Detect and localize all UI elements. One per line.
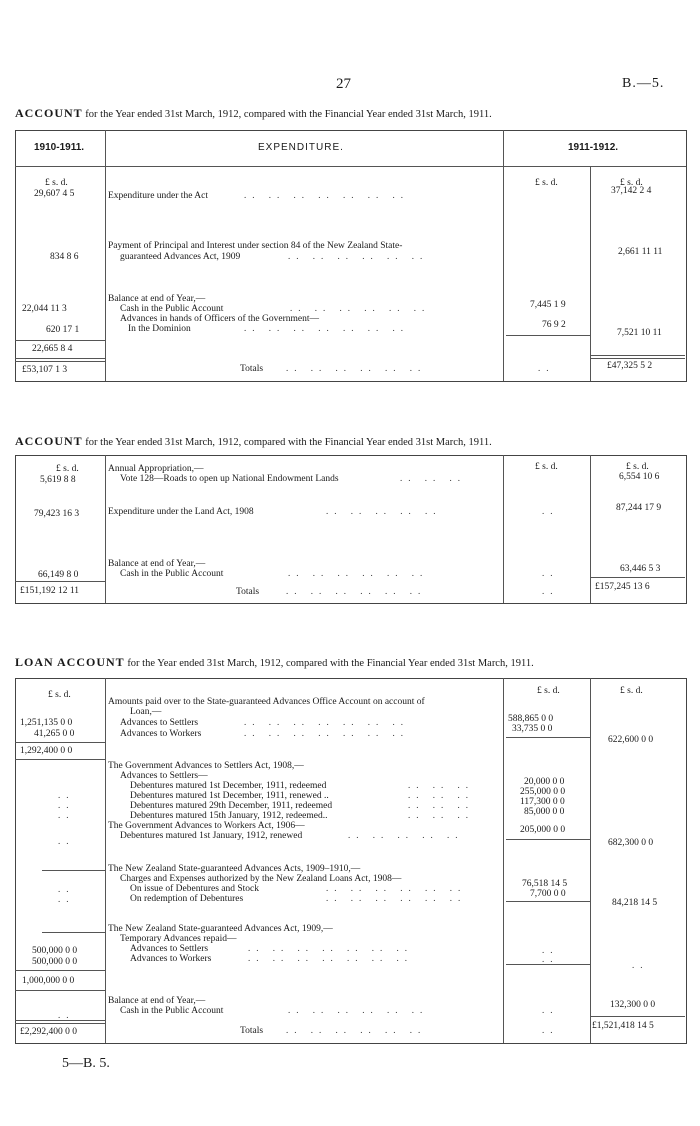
currency-header: £ s. d. <box>48 690 71 700</box>
r3-val: 63,446 5 3 <box>620 564 661 574</box>
currency-header: £ s. d. <box>535 462 558 472</box>
loan-account-heading <box>15 655 534 670</box>
heading-bold: ACCOUNT <box>15 434 83 448</box>
a-label2: Loan,— <box>130 707 162 717</box>
a1-prev: 1,251,135 0 0 <box>20 718 73 728</box>
a-prev-total: 1,292,400 0 0 <box>20 746 73 756</box>
b5-label: The Government Advances to Workers Act, 1906— <box>108 821 305 831</box>
currency-header: £ s. d. <box>45 178 68 188</box>
r2-prev: 79,423 16 3 <box>34 509 80 519</box>
total-label: Totals <box>240 364 264 374</box>
r1-val: 6,554 10 6 <box>619 472 660 482</box>
r1-prev: 5,619 8 8 <box>40 475 76 485</box>
page-number: 27 <box>336 76 351 92</box>
e-val: 132,300 0 0 <box>610 1000 656 1010</box>
a2-prev: 41,265 0 0 <box>34 729 75 739</box>
c1-label: On issue of Debentures and Stock <box>130 884 260 894</box>
r3-prev: 66,149 8 0 <box>38 570 79 580</box>
d1-label: Advances to Settlers <box>130 944 209 954</box>
col-header-expenditure: EXPENDITURE. <box>258 142 344 153</box>
r3-prev-total: 22,665 8 4 <box>32 344 73 354</box>
b6-label: Debentures matured 1st January, 1912, renewed <box>120 831 303 841</box>
page-footer: 5—B. 5. <box>62 1056 110 1071</box>
r3-label2: Cash in the Public Account <box>120 569 224 579</box>
c-val: 84,218 14 5 <box>612 898 658 908</box>
b3-sub: 117,300 0 0 <box>520 797 565 807</box>
total-label: Totals <box>236 587 260 597</box>
e-label2: Cash in the Public Account <box>120 1006 224 1016</box>
b1-label: Debentures matured 1st December, 1911, redeemed <box>130 781 327 791</box>
d2-label: Advances to Workers <box>130 954 212 964</box>
r3a-prev: 22,044 11 3 <box>22 304 67 314</box>
b2-label: Debentures matured 1st December, 1911, renewed .. <box>130 791 329 801</box>
currency-header: £ s. d. <box>620 686 643 696</box>
total-label: Totals <box>240 1026 264 1036</box>
b4-sub: 85,000 0 0 <box>524 807 565 817</box>
page-reference: B.—5. <box>622 76 665 91</box>
heading-text: for the Year ended 31st March, 1912, compared with the Financial Year ended 31st March, 1911. <box>85 437 492 448</box>
r2-label2: guaranteed Advances Act, 1909 <box>120 252 241 262</box>
d-label: The New Zealand State-guaranteed Advances Act, 1909,— <box>108 924 333 934</box>
d-sub-label: Temporary Advances repaid— <box>120 934 237 944</box>
e-label1: Balance at end of Year,— <box>108 996 206 1006</box>
r1-prev: 29,607 4 5 <box>34 189 75 199</box>
total-prev: £151,192 12 11 <box>20 586 80 596</box>
b-val: 682,300 0 0 <box>608 838 654 848</box>
currency-header: £ s. d. <box>626 462 649 472</box>
b6-sub: 205,000 0 0 <box>520 825 566 835</box>
b4-label: Debentures matured 15th January, 1912, redeemed.. <box>130 811 328 821</box>
r1-label: Expenditure under the Act <box>108 191 208 201</box>
r3-label: Balance at end of Year,— <box>108 294 206 304</box>
currency-header: £ s. d. <box>535 178 558 188</box>
b-sub-label: Advances to Settlers— <box>120 771 208 781</box>
c-label2: Charges and Expenses authorized by the New Zealand Loans Act, 1908— <box>120 874 402 884</box>
a-val: 622,600 0 0 <box>608 735 654 745</box>
a-label1: Amounts paid over to the State-guaranteed Advances Office Account on account of <box>108 697 425 707</box>
r3a-sub: 7,445 1 9 <box>530 300 566 310</box>
r2-label1: Payment of Principal and Interest under section 84 of the New Zealand State- <box>108 241 403 251</box>
total-val: £47,325 5 2 <box>607 361 653 371</box>
d2-prev: 500,000 0 0 <box>32 957 78 967</box>
d-prev-total: 1,000,000 0 0 <box>22 976 75 986</box>
r1-val: 37,142 2 4 <box>611 186 652 196</box>
b3-label: Debentures matured 29th December, 1911, redeemed <box>130 801 333 811</box>
c2-label: On redemption of Debentures <box>130 894 244 904</box>
a1-sub: 588,865 0 0 <box>508 714 554 724</box>
a1-label: Advances to Settlers <box>120 718 199 728</box>
r3b-label2: In the Dominion <box>128 324 191 334</box>
heading-text: for the Year ended 31st March, 1912, compared with the Financial Year ended 31st March, 1911. <box>85 109 492 120</box>
r2-val: 2,661 11 11 <box>618 247 663 257</box>
total-prev: £2,292,400 0 0 <box>20 1027 77 1037</box>
r3-val: 7,521 10 11 <box>617 328 662 338</box>
heading-bold: ACCOUNT <box>15 106 83 120</box>
r3b-label1: Advances in hands of Officers of the Government— <box>120 314 320 324</box>
d1-prev: 500,000 0 0 <box>32 946 78 956</box>
total-prev: £53,107 1 3 <box>22 365 68 375</box>
account-heading-1 <box>15 106 492 121</box>
col-header-prev: 1910-1911. <box>34 142 85 153</box>
c2-sub: 7,700 0 0 <box>530 889 566 899</box>
currency-header: £ s. d. <box>56 464 79 474</box>
account-heading-2 <box>15 434 492 449</box>
col-header-cur: 1911-1912. <box>568 142 619 153</box>
b1-sub: 20,000 0 0 <box>524 777 565 787</box>
c1-sub: 76,518 14 5 <box>522 879 568 889</box>
a2-label: Advances to Workers <box>120 729 202 739</box>
r2-prev: 834 8 6 <box>50 252 79 262</box>
heading-bold: LOAN ACCOUNT <box>15 655 125 669</box>
r1-label2: Vote 128—Roads to open up National Endowment Lands <box>120 474 339 484</box>
total-val: £157,245 13 6 <box>595 582 650 592</box>
b-label: The Government Advances to Settlers Act, 1908,— <box>108 761 304 771</box>
r3-label1: Balance at end of Year,— <box>108 559 206 569</box>
r2-val: 87,244 17 9 <box>616 503 662 513</box>
r3b-prev: 620 17 1 <box>46 325 80 335</box>
a2-sub: 33,735 0 0 <box>512 724 553 734</box>
heading-text: for the Year ended 31st March, 1912, compared with the Financial Year ended 31st March, 1911. <box>127 658 534 669</box>
currency-header: £ s. d. <box>537 686 560 696</box>
total-val: £1,521,418 14 5 <box>592 1021 654 1031</box>
c-label1: The New Zealand State-guaranteed Advances Acts, 1909–1910,— <box>108 864 361 874</box>
r1-label1: Annual Appropriation,— <box>108 464 204 474</box>
b2-sub: 255,000 0 0 <box>520 787 566 797</box>
currency-header: £ s. d. <box>620 178 643 188</box>
r3a-label: Cash in the Public Account <box>120 304 224 314</box>
r3b-sub: 76 9 2 <box>542 320 566 330</box>
r2-label: Expenditure under the Land Act, 1908 <box>108 507 254 517</box>
